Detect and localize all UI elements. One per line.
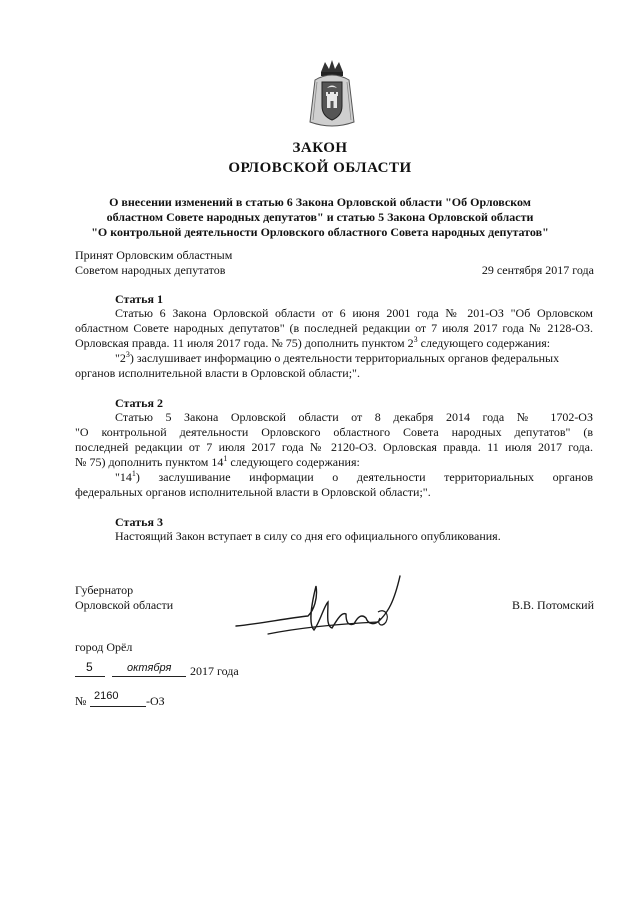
governor-name: В.В. Потомский	[512, 598, 594, 612]
article-text-line: Настоящий Закон вступает в силу со дня его официального опубликования.	[115, 529, 501, 543]
subtitle-line: "О контрольной деятельности Орловского областного Совета народных депутатов"	[91, 225, 549, 239]
article-text-line: Орловская правда. 11 июля 2017 года. № 75) дополнить пунктом $2^3$ следующего содержания:	[75, 335, 551, 350]
law-number-underline	[90, 706, 146, 707]
article-text-line: "О контрольной деятельности Орловского областного Совета народных депутатов" (в	[75, 425, 593, 439]
handwritten-signature	[228, 572, 408, 650]
article-text-line: "$14^1$) заслушивание информации о деятельности территориальных органов	[115, 469, 593, 484]
subtitle-line: областном Совете народных депутатов" и статью 5 Закона Орловской области	[106, 210, 534, 224]
article-text-line: "$2^3$) заслушивает информацию о деятельности территориальных органов федеральных	[115, 350, 560, 365]
governor-title: Орловской области	[75, 598, 174, 612]
article-text-line: органов исполнительной власти в Орловской области;".	[75, 366, 360, 380]
article-text-line: областном Совете народных депутатов" (в последней редакции от 7 июля 2017 года № 2128-ОЗ.	[75, 321, 593, 335]
article-text-line: № 75) дополнить пунктом $14^1$ следующего содержания:	[75, 454, 360, 469]
article-heading: Статья 3	[115, 515, 163, 529]
document-region-title: ОРЛОВСКОЙ ОБЛАСТИ	[228, 160, 412, 176]
city-label: город Орёл	[75, 640, 133, 654]
article-heading: Статья 2	[115, 396, 163, 410]
date-day-underline	[75, 676, 105, 677]
subtitle-line: О внесении изменений в статью 6 Закона Орловской области "Об Орловском	[109, 195, 531, 209]
governor-title: Губернатор	[75, 583, 134, 597]
coat-of-arms-icon	[307, 58, 357, 130]
article-heading: Статья 1	[115, 292, 163, 306]
adoption-line: Принят Орловским областным	[75, 248, 233, 262]
adoption-date: 29 сентября 2017 года	[481, 263, 594, 277]
number-suffix: -ОЗ	[146, 694, 165, 708]
date-month: октября	[127, 662, 172, 674]
law-number: 2160	[94, 690, 119, 702]
date-month-underline	[112, 676, 186, 677]
article-text-line: федеральных органов исполнительной власти в Орловской области;".	[75, 485, 431, 499]
date-year: 2017 года	[190, 664, 239, 678]
adoption-line: Советом народных депутатов	[75, 263, 226, 277]
number-prefix: №	[75, 694, 87, 708]
article-text-line: Статью 5 Закона Орловской области от 8 декабря 2014 года № 1702-ОЗ	[115, 410, 593, 424]
article-text-line: последней редакции от 7 июля 2017 года № 2120-ОЗ. Орловская правда. 11 июля 2017 года.	[75, 440, 593, 454]
date-day: 5	[86, 660, 93, 674]
document-title: ЗАКОН	[292, 140, 348, 156]
article-text-line: Статью 6 Закона Орловской области от 6 июня 2001 года № 201-ОЗ "Об Орловском	[115, 306, 593, 320]
